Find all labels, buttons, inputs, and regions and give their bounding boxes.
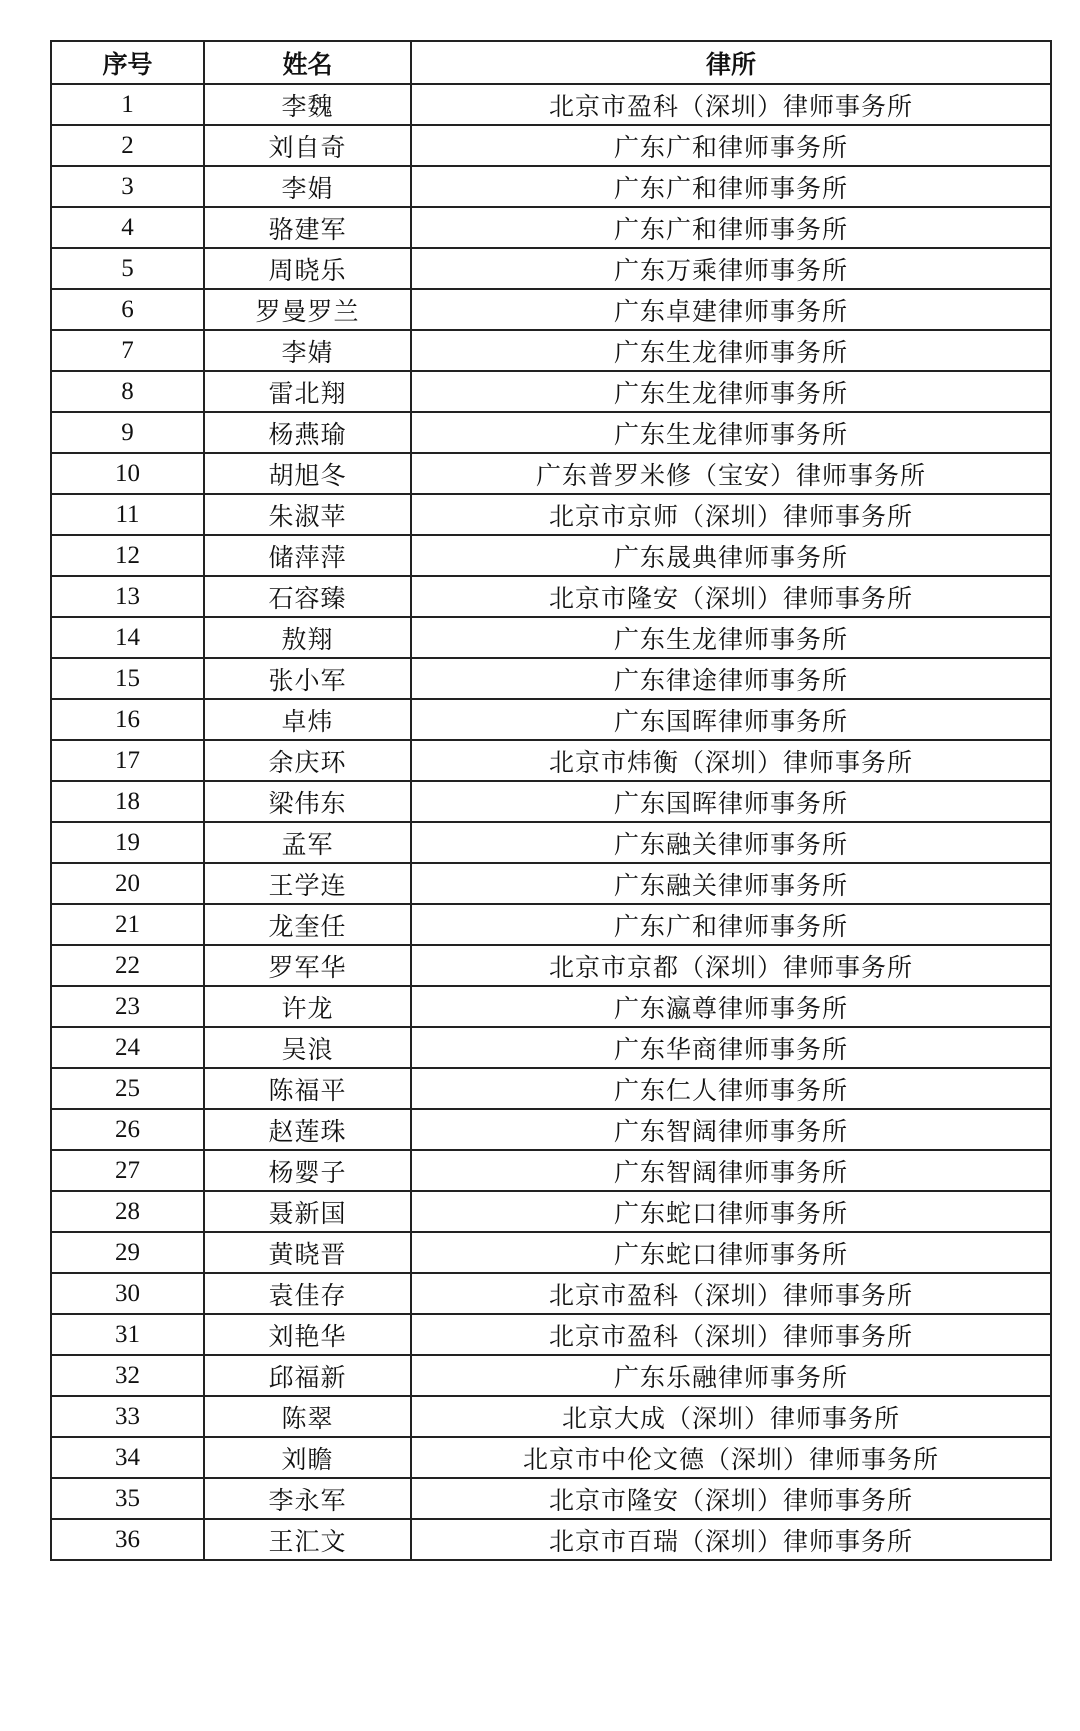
cell-name: 张小军 [204,658,411,699]
cell-name: 杨婴子 [204,1150,411,1191]
table-body [51,84,1051,1560]
table-row [51,166,1051,207]
lawyer-list-table-container [50,40,1050,1561]
cell-firm: 广东生龙律师事务所 [411,330,1051,371]
cell-name: 罗军华 [204,945,411,986]
cell-no: 30 [51,1273,204,1314]
cell-no: 11 [51,494,204,535]
cell-name: 刘瞻 [204,1437,411,1478]
cell-firm: 广东仁人律师事务所 [411,1068,1051,1109]
cell-no: 35 [51,1478,204,1519]
cell-firm: 广东融关律师事务所 [411,822,1051,863]
cell-no: 10 [51,453,204,494]
cell-name: 吴浪 [204,1027,411,1068]
table-row [51,658,1051,699]
cell-no: 33 [51,1396,204,1437]
cell-no: 6 [51,289,204,330]
cell-name: 杨燕瑜 [204,412,411,453]
table-row [51,248,1051,289]
table-row [51,371,1051,412]
cell-name: 卓炜 [204,699,411,740]
lawyer-list-table [50,40,1052,1561]
cell-firm: 北京市炜衡（深圳）律师事务所 [411,740,1051,781]
cell-no: 22 [51,945,204,986]
cell-firm: 广东国晖律师事务所 [411,699,1051,740]
table-row [51,1191,1051,1232]
cell-firm: 北京市盈科（深圳）律师事务所 [411,84,1051,125]
table-row [51,84,1051,125]
cell-no: 20 [51,863,204,904]
cell-firm: 广东瀛尊律师事务所 [411,986,1051,1027]
cell-no: 26 [51,1109,204,1150]
cell-firm: 广东融关律师事务所 [411,863,1051,904]
cell-no: 19 [51,822,204,863]
table-row [51,576,1051,617]
cell-no: 15 [51,658,204,699]
cell-no: 12 [51,535,204,576]
table-row [51,1437,1051,1478]
cell-no: 8 [51,371,204,412]
cell-name: 李魏 [204,84,411,125]
cell-name: 罗曼罗兰 [204,289,411,330]
cell-firm: 广东乐融律师事务所 [411,1355,1051,1396]
cell-no: 1 [51,84,204,125]
table-row [51,125,1051,166]
table-row [51,1150,1051,1191]
table-row [51,617,1051,658]
cell-no: 23 [51,986,204,1027]
column-header-firm: 律所 [411,41,1051,84]
cell-name: 石容臻 [204,576,411,617]
cell-firm: 北京市京都（深圳）律师事务所 [411,945,1051,986]
table-row [51,740,1051,781]
column-header-name: 姓名 [204,41,411,84]
table-header [51,41,1051,84]
table-row [51,1068,1051,1109]
cell-name: 李娟 [204,166,411,207]
table-row [51,330,1051,371]
table-header-row [51,41,1051,84]
cell-name: 胡旭冬 [204,453,411,494]
cell-no: 31 [51,1314,204,1355]
table-row [51,453,1051,494]
cell-firm: 广东华商律师事务所 [411,1027,1051,1068]
cell-no: 4 [51,207,204,248]
table-row [51,1109,1051,1150]
cell-no: 7 [51,330,204,371]
cell-firm: 广东广和律师事务所 [411,125,1051,166]
cell-no: 17 [51,740,204,781]
table-row [51,904,1051,945]
cell-firm: 北京大成（深圳）律师事务所 [411,1396,1051,1437]
cell-name: 骆建军 [204,207,411,248]
cell-name: 余庆环 [204,740,411,781]
cell-no: 36 [51,1519,204,1560]
cell-firm: 北京市盈科（深圳）律师事务所 [411,1314,1051,1355]
cell-no: 29 [51,1232,204,1273]
cell-name: 储萍萍 [204,535,411,576]
cell-firm: 北京市隆安（深圳）律师事务所 [411,576,1051,617]
column-header-no: 序号 [51,41,204,84]
table-row [51,1314,1051,1355]
cell-no: 24 [51,1027,204,1068]
cell-no: 3 [51,166,204,207]
table-row [51,535,1051,576]
cell-no: 34 [51,1437,204,1478]
table-row [51,207,1051,248]
cell-name: 刘自奇 [204,125,411,166]
cell-firm: 广东生龙律师事务所 [411,371,1051,412]
cell-firm: 广东蛇口律师事务所 [411,1191,1051,1232]
cell-name: 李婧 [204,330,411,371]
cell-name: 黄晓晋 [204,1232,411,1273]
table-row [51,494,1051,535]
cell-firm: 广东万乘律师事务所 [411,248,1051,289]
cell-no: 2 [51,125,204,166]
cell-no: 25 [51,1068,204,1109]
table-row [51,1273,1051,1314]
cell-no: 18 [51,781,204,822]
cell-firm: 广东广和律师事务所 [411,904,1051,945]
cell-name: 李永军 [204,1478,411,1519]
cell-firm: 广东卓建律师事务所 [411,289,1051,330]
cell-firm: 北京市盈科（深圳）律师事务所 [411,1273,1051,1314]
cell-name: 聂新国 [204,1191,411,1232]
table-row [51,1396,1051,1437]
cell-firm: 广东广和律师事务所 [411,207,1051,248]
cell-firm: 广东生龙律师事务所 [411,412,1051,453]
cell-no: 13 [51,576,204,617]
cell-name: 陈福平 [204,1068,411,1109]
cell-firm: 广东智阔律师事务所 [411,1109,1051,1150]
cell-no: 28 [51,1191,204,1232]
cell-name: 许龙 [204,986,411,1027]
table-row [51,289,1051,330]
table-row [51,863,1051,904]
table-row [51,986,1051,1027]
cell-firm: 广东晟典律师事务所 [411,535,1051,576]
cell-name: 王学连 [204,863,411,904]
cell-no: 16 [51,699,204,740]
cell-name: 王汇文 [204,1519,411,1560]
cell-firm: 北京市隆安（深圳）律师事务所 [411,1478,1051,1519]
cell-name: 孟军 [204,822,411,863]
cell-firm: 北京市百瑞（深圳）律师事务所 [411,1519,1051,1560]
cell-firm: 广东国晖律师事务所 [411,781,1051,822]
cell-name: 梁伟东 [204,781,411,822]
table-row [51,1027,1051,1068]
cell-name: 龙奎任 [204,904,411,945]
table-row [51,1355,1051,1396]
cell-name: 邱福新 [204,1355,411,1396]
cell-name: 袁佳存 [204,1273,411,1314]
cell-firm: 广东生龙律师事务所 [411,617,1051,658]
cell-firm: 北京市中伦文德（深圳）律师事务所 [411,1437,1051,1478]
cell-name: 敖翔 [204,617,411,658]
table-row [51,1232,1051,1273]
cell-no: 14 [51,617,204,658]
cell-firm: 广东智阔律师事务所 [411,1150,1051,1191]
cell-firm: 北京市京师（深圳）律师事务所 [411,494,1051,535]
cell-name: 陈翠 [204,1396,411,1437]
table-row [51,945,1051,986]
cell-name: 刘艳华 [204,1314,411,1355]
cell-firm: 广东广和律师事务所 [411,166,1051,207]
cell-firm: 广东律途律师事务所 [411,658,1051,699]
table-row [51,1478,1051,1519]
cell-name: 雷北翔 [204,371,411,412]
cell-name: 朱淑苹 [204,494,411,535]
cell-no: 9 [51,412,204,453]
cell-no: 21 [51,904,204,945]
table-row [51,822,1051,863]
cell-no: 5 [51,248,204,289]
cell-no: 27 [51,1150,204,1191]
cell-no: 32 [51,1355,204,1396]
table-row [51,699,1051,740]
table-row [51,1519,1051,1560]
table-row [51,412,1051,453]
cell-name: 赵莲珠 [204,1109,411,1150]
table-row [51,781,1051,822]
cell-firm: 广东蛇口律师事务所 [411,1232,1051,1273]
cell-name: 周晓乐 [204,248,411,289]
cell-firm: 广东普罗米修（宝安）律师事务所 [411,453,1051,494]
